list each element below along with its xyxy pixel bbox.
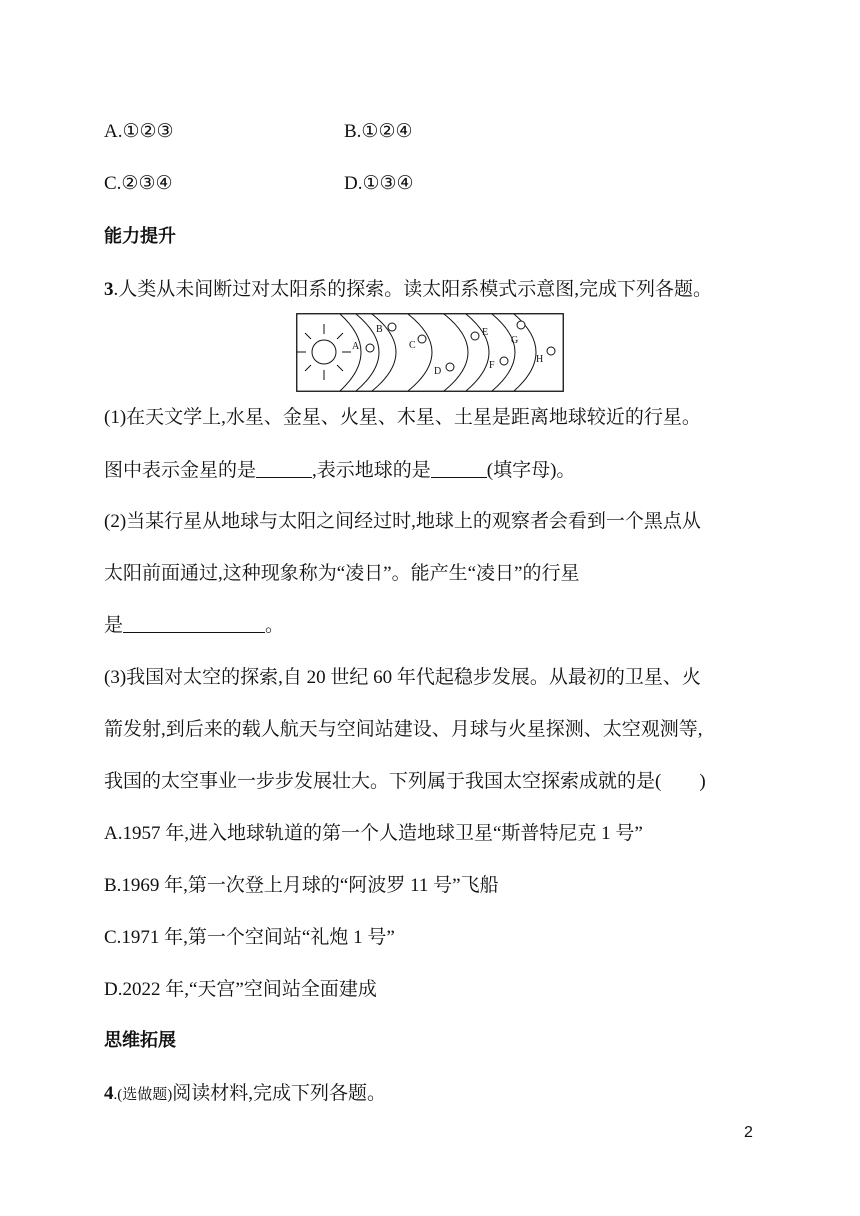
q3-part1-text-b: ,表示地球的是 bbox=[312, 460, 431, 481]
page-number: 2 bbox=[744, 1124, 753, 1141]
label-h: H bbox=[536, 354, 544, 365]
q3-part1-line1: (1)在天文学上,水星、金星、火星、木星、土星是距离地球较近的行星。 bbox=[104, 407, 701, 428]
q2-options-row-1 bbox=[104, 120, 413, 144]
section-heading-thinking: 思维拓展 bbox=[104, 1030, 176, 1051]
q3-option-a[interactable]: A.1957 年,进入地球轨道的第一个人造地球卫星“斯普特尼克 1 号” bbox=[104, 823, 643, 844]
q2-option-c[interactable]: C.②③④ bbox=[104, 173, 173, 194]
sun-icon bbox=[297, 324, 351, 380]
answer-blank-earth[interactable] bbox=[431, 459, 487, 478]
q3-part1-text-c: (填字母)。 bbox=[486, 460, 576, 481]
q3-option-b[interactable]: B.1969 年,第一次登上月球的“阿波罗 11 号”飞船 bbox=[104, 875, 499, 896]
q3-part2-line2: 太阳前面通过,这种现象称为“凌日”。能产生“凌日”的行星 bbox=[104, 563, 580, 584]
q2-option-a[interactable]: A.①②③ bbox=[104, 121, 174, 142]
planet-g bbox=[517, 321, 525, 329]
q2-options-row-2 bbox=[104, 172, 414, 196]
solar-system-diagram bbox=[296, 313, 564, 392]
planet-f bbox=[500, 357, 508, 365]
section-heading-ability: 能力提升 bbox=[104, 226, 176, 247]
q4-text: 阅读材料,完成下列各题。 bbox=[172, 1083, 387, 1104]
q3-part1-line2 bbox=[104, 459, 575, 483]
q3-part2-line1: (2)当某行星从地球与太阳之间经过时,地球上的观察者会看到一个黑点从 bbox=[104, 511, 701, 532]
planet-b bbox=[388, 323, 396, 331]
label-c: C bbox=[409, 340, 416, 351]
label-b: B bbox=[376, 324, 383, 335]
q3-part2-line3 bbox=[104, 614, 284, 638]
answer-blank-transit[interactable] bbox=[123, 614, 265, 633]
orbit-e bbox=[444, 314, 468, 391]
orbit-arcs bbox=[340, 314, 536, 391]
label-e: E bbox=[482, 327, 489, 338]
orbit-g bbox=[492, 314, 515, 391]
q4-number: 4 bbox=[104, 1083, 114, 1104]
planet-e bbox=[471, 332, 479, 340]
q3-option-c[interactable]: C.1971 年,第一个空间站“礼炮 1 号” bbox=[104, 927, 395, 948]
orbit-d bbox=[408, 314, 432, 391]
q3-stem-text: .人类从未间断过对太阳系的探索。读太阳系模式示意图,完成下列各题。 bbox=[113, 279, 713, 300]
label-a: A bbox=[352, 341, 360, 352]
q3-part2-text-a: 是 bbox=[104, 615, 124, 636]
q3-part3-line2: 箭发射,到后来的载人航天与空间站建设、月球与火星探测、太空观测等, bbox=[104, 719, 703, 740]
label-g: G bbox=[511, 335, 519, 346]
planet-h bbox=[547, 347, 555, 355]
q2-option-b[interactable]: B.①②④ bbox=[344, 121, 413, 142]
label-f: F bbox=[489, 360, 495, 371]
q3-part3-line3: 我国的太空事业一步步发展壮大。下列属于我国太空探索成就的是( ) bbox=[104, 771, 706, 792]
label-d: D bbox=[434, 366, 442, 377]
q3-stem bbox=[104, 278, 712, 302]
q4-tag: .(选做题) bbox=[113, 1087, 173, 1103]
answer-blank-venus[interactable] bbox=[256, 459, 312, 478]
q3-part3-line1: (3)我国对太空的探索,自 20 世纪 60 年代起稳步发展。从最初的卫星、火 bbox=[104, 667, 701, 688]
orbit-f bbox=[466, 314, 489, 391]
q4-stem bbox=[104, 1082, 386, 1107]
q3-part2-text-b: 。 bbox=[265, 615, 285, 636]
q3-number: 3 bbox=[104, 279, 114, 300]
planet-a bbox=[366, 344, 374, 352]
q3-part1-text-a: 图中表示金星的是 bbox=[104, 460, 257, 481]
q3-option-d[interactable]: D.2022 年,“天宫”空间站全面建成 bbox=[104, 979, 377, 1000]
planet-d bbox=[446, 363, 454, 371]
q2-option-d[interactable]: D.①③④ bbox=[344, 173, 414, 194]
planet-c bbox=[418, 335, 426, 343]
